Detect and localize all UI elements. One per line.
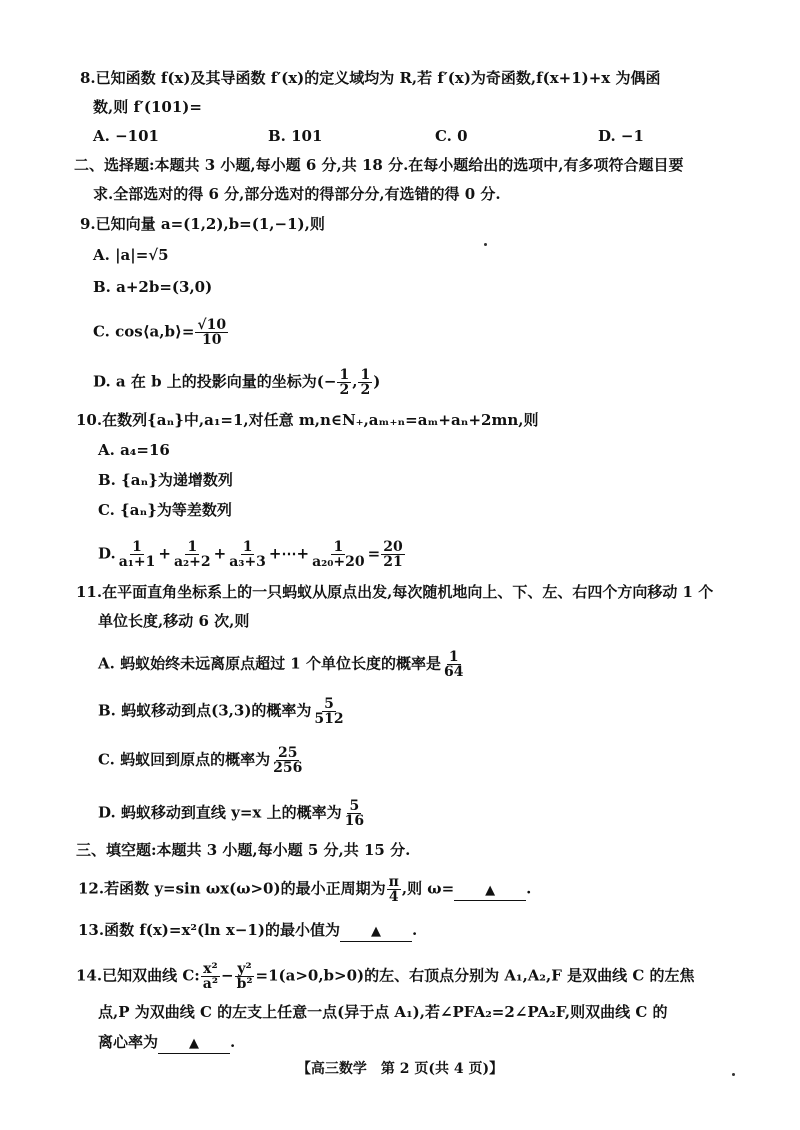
q12-fraction xyxy=(387,875,401,904)
fraction-numerator: 5 xyxy=(349,798,360,814)
fraction-numerator: π xyxy=(388,874,399,890)
answer-blank[interactable] xyxy=(454,880,526,901)
q8-option-b: B. 101 xyxy=(268,127,323,145)
q14-fraction-x xyxy=(201,962,220,991)
q11-option-a-fraction xyxy=(442,650,465,679)
q8-option-d: D. −1 xyxy=(598,127,644,145)
q13-text: 13.函数 f(x)=x²(ln x−1)的最小值为 xyxy=(78,921,340,939)
q11-option-d-fraction xyxy=(343,799,366,828)
triangle-icon: ▲ xyxy=(370,924,381,939)
fraction-numerator: 1 xyxy=(187,539,198,555)
q9-option-a: A. |a|=√5 xyxy=(93,246,169,264)
fraction-numerator: 1 xyxy=(132,539,142,555)
fraction-denominator: 2 xyxy=(339,382,350,398)
q11-option-a xyxy=(98,650,466,679)
triangle-icon: ▲ xyxy=(485,882,496,898)
q9-option-d-text: D. a 在 b 上的投影向量的坐标为(− xyxy=(93,372,337,391)
q13-stem xyxy=(78,918,417,942)
q11-option-a-text: A. 蚂蚁始终未远离原点超过 1 个单位长度的概率是 xyxy=(98,654,441,673)
q8-option-a: A. −101 xyxy=(93,127,159,145)
q14-stem-line2: 点,P 为双曲线 C 的左支上任意一点(异于点 A₁),若∠PFA₂=2∠PA₂F,则双曲线 C 的 xyxy=(98,1003,668,1021)
q9-option-d-comma: , xyxy=(352,372,358,391)
fraction-numerator: 1 xyxy=(333,539,344,555)
fraction-denominator: 64 xyxy=(443,664,464,680)
fraction-denominator: 4 xyxy=(388,889,399,905)
fraction-numerator: y² xyxy=(237,961,252,977)
q9-option-b: B. a+2b=(3,0) xyxy=(93,278,213,296)
fraction-denominator: b² xyxy=(236,976,253,992)
q14-stem-line3 xyxy=(98,1030,235,1054)
fraction-numerator: √10 xyxy=(197,317,227,333)
q10-option-d: D. $\frac{1}{\text{a₁+1}}$ + $\frac{1}{\text{a₂+2}}$ + $\frac{1}{\text{a₃+3}}$ +⋯+ $\frac{1}{\text{a₂₀+20}}$ = $\frac{20}{21}$ xyxy=(98,539,403,570)
fraction-numerator: 1 xyxy=(339,367,350,383)
fraction-denominator: 16 xyxy=(344,813,365,829)
q14-minus: − xyxy=(221,966,234,985)
q14-text-rest: =1(a>0,b>0)的左、右顶点分别为 A₁,A₂,F 是双曲线 C 的左焦 xyxy=(255,966,695,985)
page-footer: 【高三数学 第 2 页(共 4 页)】 xyxy=(296,1061,504,1077)
q9-option-c-fraction xyxy=(195,318,228,347)
q10-option-c: C. {aₙ}为等差数列 xyxy=(98,501,232,519)
q10-term-3 xyxy=(227,540,268,569)
speck-mark xyxy=(732,1073,735,1076)
fraction-denominator: 2 xyxy=(360,382,371,398)
q11-option-b-text: B. 蚂蚁移动到点(3,3)的概率为 xyxy=(98,701,312,720)
answer-blank[interactable] xyxy=(340,921,412,942)
q10-equals: = xyxy=(367,544,381,563)
section3-heading: 三、填空题:本题共 3 小题,每小题 5 分,共 15 分. xyxy=(76,841,411,859)
q10-option-b: B. {aₙ}为递增数列 xyxy=(98,471,233,489)
q9-option-c-text: C. cos⟨a,b⟩= xyxy=(93,322,195,341)
q9-stem: 9.已知向量 a=(1,2),b=(1,−1),则 xyxy=(80,215,325,233)
section2-heading-line2: 求.全部选对的得 6 分,部分选对的得部分分,有选错的得 0 分. xyxy=(93,185,501,203)
fraction-numerator: 20 xyxy=(383,539,403,555)
fraction-denominator: a₁+1 xyxy=(118,554,156,570)
q9-option-d-fraction-1 xyxy=(337,368,351,397)
q11-option-d xyxy=(98,799,367,828)
fraction-numerator: 1 xyxy=(360,367,371,383)
fraction-numerator: x² xyxy=(203,961,218,977)
q14-fraction-y xyxy=(235,962,255,991)
fraction-denominator: 256 xyxy=(273,760,303,776)
q11-stem-line1: 11.在平面直角坐标系上的一只蚂蚁从原点出发,每次随机地向上、下、左、右四个方向移动 1 个 xyxy=(76,583,714,601)
q12-stem xyxy=(78,875,531,904)
speck-mark xyxy=(484,243,487,246)
q11-stem-line2: 单位长度,移动 6 次,则 xyxy=(98,612,250,630)
fraction-numerator: 1 xyxy=(448,649,459,665)
fraction-numerator: 25 xyxy=(278,745,298,761)
fraction-denominator: a₂+2 xyxy=(173,554,211,570)
q10-ellipsis: +⋯+ xyxy=(268,544,310,563)
q10-stem: 10.在数列{aₙ}中,a₁=1,对任意 m,n∈N₊,aₘ₊ₙ=aₘ+aₙ+2mn,则 xyxy=(76,411,539,429)
fraction-denominator: 512 xyxy=(314,711,344,727)
q8-option-c: C. 0 xyxy=(435,127,468,145)
q12-mid: ,则 ω= xyxy=(401,879,455,898)
q10-term-20 xyxy=(310,540,367,569)
q10-option-a: A. a₄=16 xyxy=(98,441,170,459)
fraction-numerator: 5 xyxy=(324,696,334,712)
fraction-denominator: a₂₀+20 xyxy=(312,554,365,570)
q12-period: . xyxy=(526,879,532,898)
q9-option-c xyxy=(93,318,229,347)
q9-option-d xyxy=(93,368,380,397)
q9-option-d-fraction-2 xyxy=(358,368,372,397)
q12-text: 12.若函数 y=sin ωx(ω>0)的最小正周期为 xyxy=(78,879,386,898)
q11-option-c-fraction xyxy=(271,746,304,775)
q10-result xyxy=(381,540,404,569)
fraction-denominator: a² xyxy=(202,976,218,992)
q11-option-d-text: D. 蚂蚁移动到直线 y=x 上的概率为 xyxy=(98,803,342,822)
q11-option-c xyxy=(98,746,305,775)
q11-option-c-text: C. 蚂蚁回到原点的概率为 xyxy=(98,750,271,769)
q11-option-b xyxy=(98,697,347,726)
q14-period: . xyxy=(230,1033,236,1051)
fraction-denominator: 10 xyxy=(202,332,222,348)
q14-text-line3: 离心率为 xyxy=(98,1033,159,1051)
fraction-denominator: 21 xyxy=(383,554,403,570)
q10-term-1 xyxy=(117,540,158,569)
q14-text: 14.已知双曲线 C: xyxy=(76,966,200,985)
q8-stem-line2: 数,则 f′(101)= xyxy=(93,98,202,116)
triangle-icon: ▲ xyxy=(189,1036,200,1051)
answer-blank[interactable] xyxy=(158,1033,230,1054)
q8-stem-line1: 8.已知函数 f(x)及其导函数 f′(x)的定义域均为 R,若 f′(x)为奇函数,f(x+1)+x 为偶函 xyxy=(80,69,661,87)
section2-heading-line1: 二、选择题:本题共 3 小题,每小题 6 分,共 18 分.在每小题给出的选项中,有多项符合题目要 xyxy=(74,156,684,174)
q11-option-b-fraction xyxy=(312,697,345,726)
q9-option-d-close: ) xyxy=(373,372,381,391)
fraction-denominator: a₃+3 xyxy=(229,554,266,570)
fraction-numerator: 1 xyxy=(242,539,253,555)
q10-option-d-label: D. xyxy=(98,544,116,563)
q10-term-2 xyxy=(172,540,213,569)
q13-period: . xyxy=(411,921,418,939)
q14-stem-line1 xyxy=(76,962,694,991)
